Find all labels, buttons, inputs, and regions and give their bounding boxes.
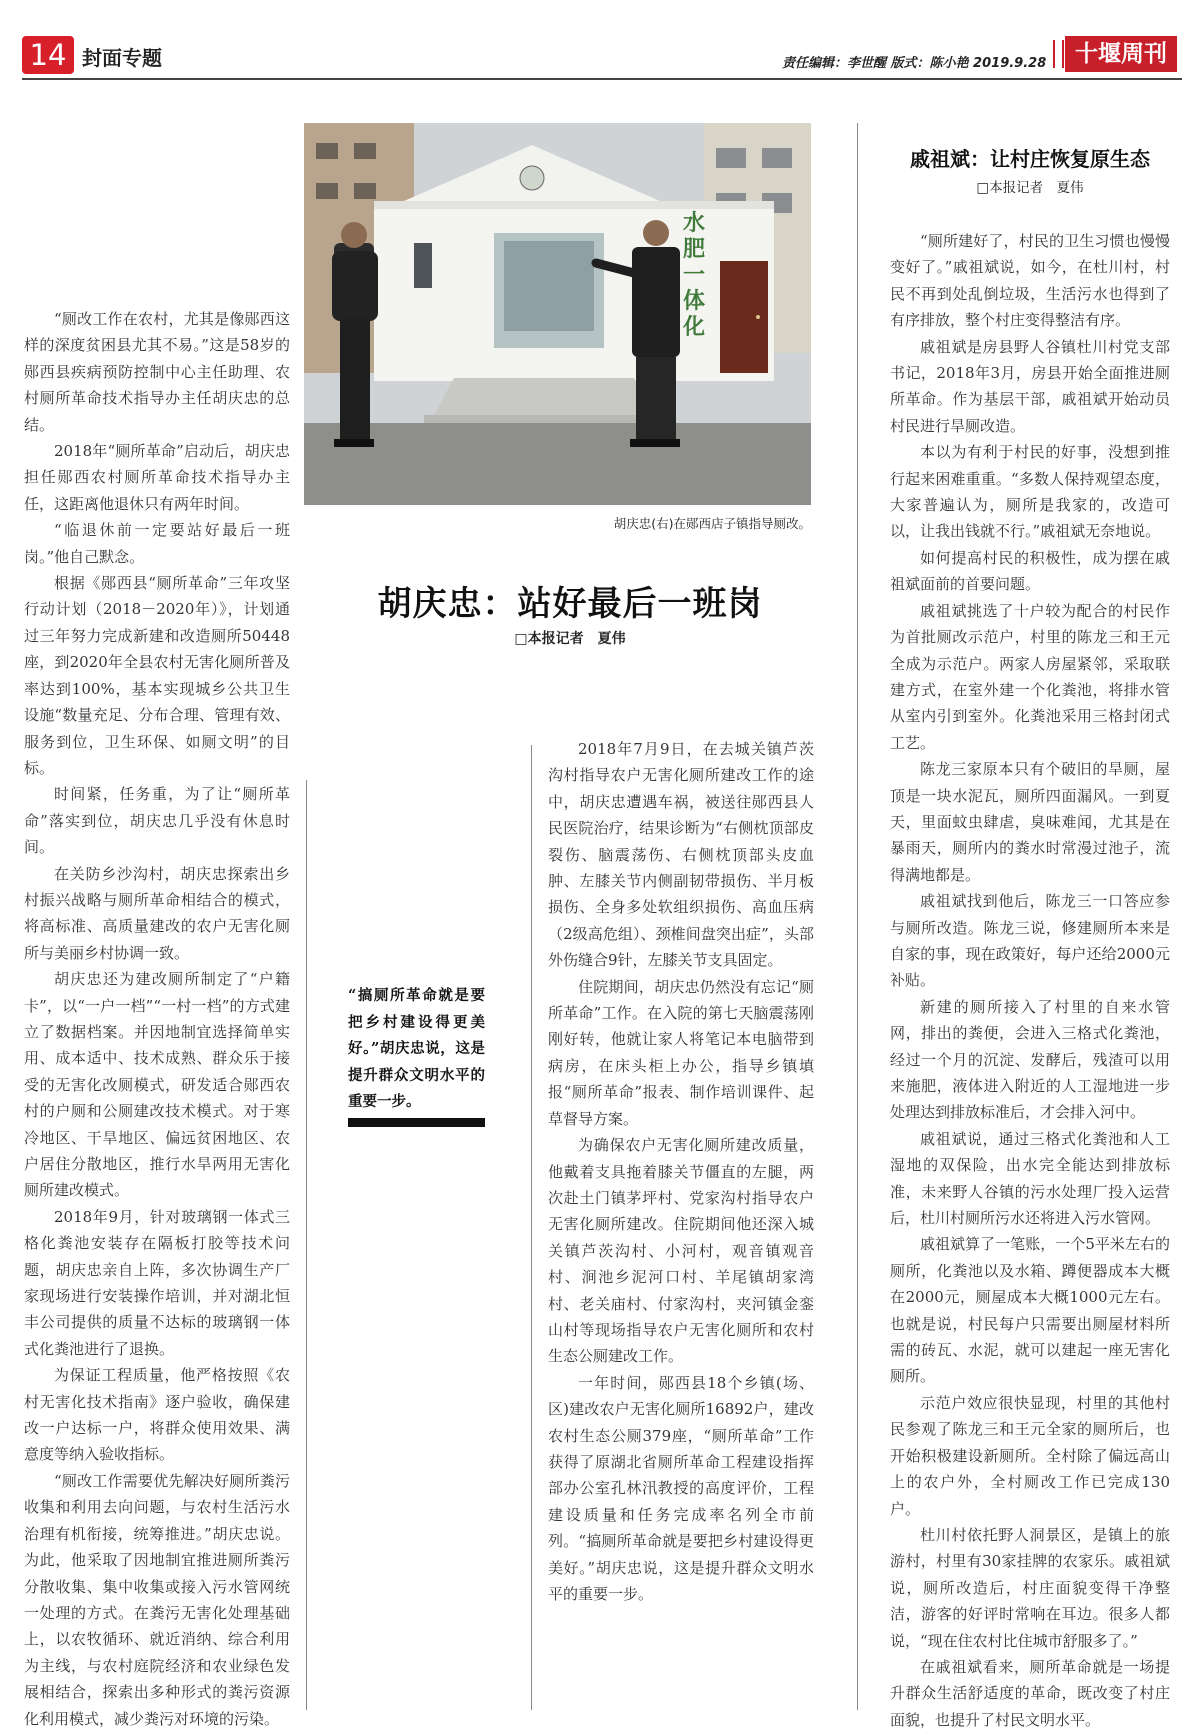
editor-credits: 责任编辑：李世醒 版式：陈小艳 2019.9.28 xyxy=(782,56,1047,71)
paragraph: 2018年9月，针对玻璃钢一体式三格化粪池安装存在隔板打胶等技术问题，胡庆忠亲自上阵，多次协调生产厂家现场进行安装操作培训，并对湖北恒丰公司提供的质量不达标的玻璃钢一体式化粪池进行了退换。 xyxy=(24,1207,290,1358)
paragraph: 本以为有利于村民的好事，没想到推行起来困难重重。“多数人保持观望态度，大家普遍认为，厕所是我家的，改造可以，让我出钱就不行。”戚祖斌无奈地说。 xyxy=(890,443,1170,541)
column-divider xyxy=(857,123,858,1710)
paragraph: 为确保农户无害化厕所建改质量，他戴着支具拖着膝关节僵直的左腿，两次赴土门镇茅坪村、党家沟村指导农户无害化厕所建改。住院期间他还深入城关镇芦茨沟村、小河村，观音镇观音村、涧池乡泥河口村、羊尾镇胡家湾村、老关庙村、付家沟村，夹河镇金銮山村等现场指导农户无害化厕所和农村生态公厕建改工作。 xyxy=(548,1136,814,1366)
paragraph: “厕改工作在农村，尤其是像郧西这样的深度贫困县尤其不易。”这是58岁的郧西县疾病预防控制中心主任助理、农村厕所革命技术指导办主任胡庆忠的总结。 xyxy=(24,310,290,434)
paragraph: “厕所建好了，村民的卫生习惯也慢慢变好了。”戚祖斌说，如今，在杜川村，村民不再到处乱倒垃圾，生活污水也得到了有序排放，整个村庄变得整洁有序。 xyxy=(890,232,1170,330)
paragraph: 根据《郧西县“厕所革命”三年攻坚行动计划（2018－2020年）》，计划通过三年努力完成新建和改造厕所50448座，到2020年全县农村无害化厕所普及率达到100%，基本实现城乡公共卫生设施“数量充足、分布合理、管理有效、服务到位，卫生环保、如厕文明”的目标。 xyxy=(24,574,290,777)
paragraph: 戚祖斌挑选了十户较为配合的村民作为首批厕改示范户，村里的陈龙三和王元全成为示范户。两家人房屋紧邻，采取联建方式，在室外建一个化粪池，将排水管从室内引到室外。化粪池采用三格封闭式工艺。 xyxy=(890,601,1170,752)
article1-column-2 xyxy=(548,736,814,1607)
paragraph: 杜川村依托野人洞景区，是镇上的旅游村，村里有30家挂牌的农家乐。戚祖斌说，厕所改造后，村庄面貌变得干净整洁，游客的好评时常响在耳边。很多人都说，“现在住农村比住城市舒服多了。” xyxy=(890,1525,1170,1650)
pull-quote: “搞厕所革命就是要把乡村建设得更美好。”胡庆忠说，这是提升群众文明水平的重要一步。 xyxy=(348,987,485,1110)
paragraph: 示范户效应很快显现，村里的其他村民参观了陈龙三和王元全家的厕所后，也开始积极建设新厕所。全村除了偏远高山上的农户外，全村厕改工作已完成130户。 xyxy=(890,1393,1170,1518)
pull-quote-bar xyxy=(348,1118,485,1127)
article2-byline: □本报记者 夏伟 xyxy=(976,180,1084,196)
paragraph: 陈龙三家原本只有个破旧的旱厕，屋顶是一块水泥瓦，厕所四面漏风。一到夏天，里面蚊虫肆虐，臭味难闻，尤其是在暴雨天，厕所内的粪水时常漫过池子，流得满地都是。 xyxy=(890,760,1170,884)
header-rule xyxy=(22,78,1182,80)
article2-column xyxy=(890,228,1170,1733)
masthead-decoration xyxy=(1053,40,1064,68)
paragraph: 戚祖斌说，通过三格式化粪池和人工湿地的双保险，出水完全能达到排放标准，未来野人谷镇的污水处理厂投入运营后，杜川村厕所污水还将进入污水管网。 xyxy=(890,1129,1170,1228)
paragraph: 新建的厕所接入了村里的自来水管网，排出的粪便，会进入三格式化粪池，经过一个月的沉淀、发酵后，残渣可以用来施肥，液体进入附近的人工湿地进一步处理达到排放标准后，才会排入河中。 xyxy=(890,997,1170,1122)
paragraph: 戚祖斌找到他后，陈龙三一口答应参与厕所改造。陈龙三说，修建厕所本来是自家的事，现在政策好，每户还给2000元补贴。 xyxy=(890,892,1170,990)
article1-column-1 xyxy=(24,306,290,1732)
toilet-building-photo xyxy=(304,123,811,505)
paragraph: 2018年“厕所革命”启动后，胡庆忠担任郧西农村厕所革命技术指导办主任，这距离他退休只有两年时间。 xyxy=(24,442,290,513)
paragraph: 一年时间，郧西县18个乡镇(场、区)建改农户无害化厕所16892户，建改农村生态公厕379座，“厕所革命”工作获得了原湖北省厕所革命工程建设指挥部办公室孔林汛教授的高度评价，工程建设质量和任务完成率名列全市前列。“搞厕所革命就是要把乡村建设得更美好。”胡庆忠说，这是提升群众文明水平的重要一步。 xyxy=(548,1373,814,1603)
paragraph: 时间紧，任务重，为了让“厕所革命”落实到位，胡庆忠几乎没有休息时间。 xyxy=(24,785,290,857)
photo-caption: 胡庆忠(右)在郧西店子镇指导厕改。 xyxy=(613,516,811,531)
paragraph: 为保证工程质量，他严格按照《农村无害化技术指南》逐户验收，确保建改一户达标一户，将群众使用效果、满意度等纳入验收指标。 xyxy=(24,1366,290,1464)
paragraph: “临退休前一定要站好最后一班岗。”他自己默念。 xyxy=(24,521,290,566)
paragraph: 2018年7月9日，在去城关镇芦茨沟村指导农户无害化厕所建改工作的途中，胡庆忠遭遇车祸，被送往郧西县人民医院治疗，结果诊断为“右侧枕顶部皮裂伤、脑震荡伤、右侧枕顶部头皮血肿、左膝关节内侧副韧带损伤、半月板损伤、全身多处软组织损伤、高血压病（2级高危组）、颈椎间盘突出症”，头部外伤缝合9针，左膝关节支具固定。 xyxy=(548,740,814,970)
column-divider xyxy=(306,780,307,1710)
paragraph: 在戚祖斌看来，厕所革命就是一场提升群众生活舒适度的革命，既改变了村庄面貌，也提升了村民文明水平。 xyxy=(890,1657,1170,1729)
paragraph: 戚祖斌是房县野人谷镇杜川村党支部书记，2018年3月，房县开始全面推进厕所革命。作为基层干部，戚祖斌开始动员村民进行旱厕改造。 xyxy=(890,337,1170,435)
paragraph: “厕改工作需要优先解决好厕所粪污收集和利用去向问题，与农村生活污水治理有机衔接，统筹推进。”胡庆忠说。为此，他采取了因地制宜推进厕所粪污分散收集、集中收集或接入污水管网统一处理的方式。在粪污无害化处理基础上，以农牧循环、就近消纳、综合利用为主线，与农村庭院经济和农业绿色发展相结合，探索出多种形式的粪污资源化利用模式，减少粪污对环境的污染。 xyxy=(24,1471,290,1728)
paragraph: 胡庆忠还为建改厕所制定了“户籍卡”，以“一户一档”“一村一档”的方式建立了数据档案。并因地制宜选择简单实用、成本适中、技术成熟、群众乐于接受的无害化改厕模式，研发适合郧西农村的户厕和公厕建改技术模式。对于寒冷地区、干旱地区、偏远贫困地区、农户居住分散地区，推行水旱两用无害化厕所建改模式。 xyxy=(24,970,290,1200)
paragraph: 在关防乡沙沟村，胡庆忠探索出乡村振兴战略与厕所革命相结合的模式，将高标准、高质量建改的农户无害化厕所与美丽乡村协调一致。 xyxy=(24,864,290,962)
paragraph: 住院期间，胡庆忠仍然没有忘记“厕所革命”工作。在入院的第七天脑震荡刚刚好转，他就让家人将笔记本电脑带到病房，在床头柜上办公，指导乡镇填报“厕所革命”报表、制作培训课件、起草督导方案。 xyxy=(548,977,814,1128)
article1-title: 胡庆忠：站好最后一班岗 xyxy=(377,584,763,624)
masthead-text: 十堰周刊 xyxy=(1075,40,1167,67)
paragraph: 如何提高村民的积极性，成为摆在戚祖斌面前的首要问题。 xyxy=(890,548,1170,594)
article-photo xyxy=(304,123,811,505)
paragraph: 戚祖斌算了一笔账，一个5平米左右的厕所，化粪池以及水箱、蹲便器成本大概在2000元，厕屋成本大概1000元左右。也就是说，村民每户只需要出厕屋材料所需的砖瓦、水泥，就可以建起一座无害化厕所。 xyxy=(890,1235,1170,1386)
column-divider xyxy=(531,745,532,1710)
page-number: 14 xyxy=(22,36,74,74)
article1-byline: □本报记者 夏伟 xyxy=(514,631,626,647)
article2-title: 戚祖斌：让村庄恢复原生态 xyxy=(910,147,1150,171)
sign-text: 水肥一体化 xyxy=(682,211,705,340)
masthead-logo xyxy=(1065,36,1177,72)
page-header xyxy=(22,32,1182,78)
section-title: 封面专题 xyxy=(82,46,162,70)
